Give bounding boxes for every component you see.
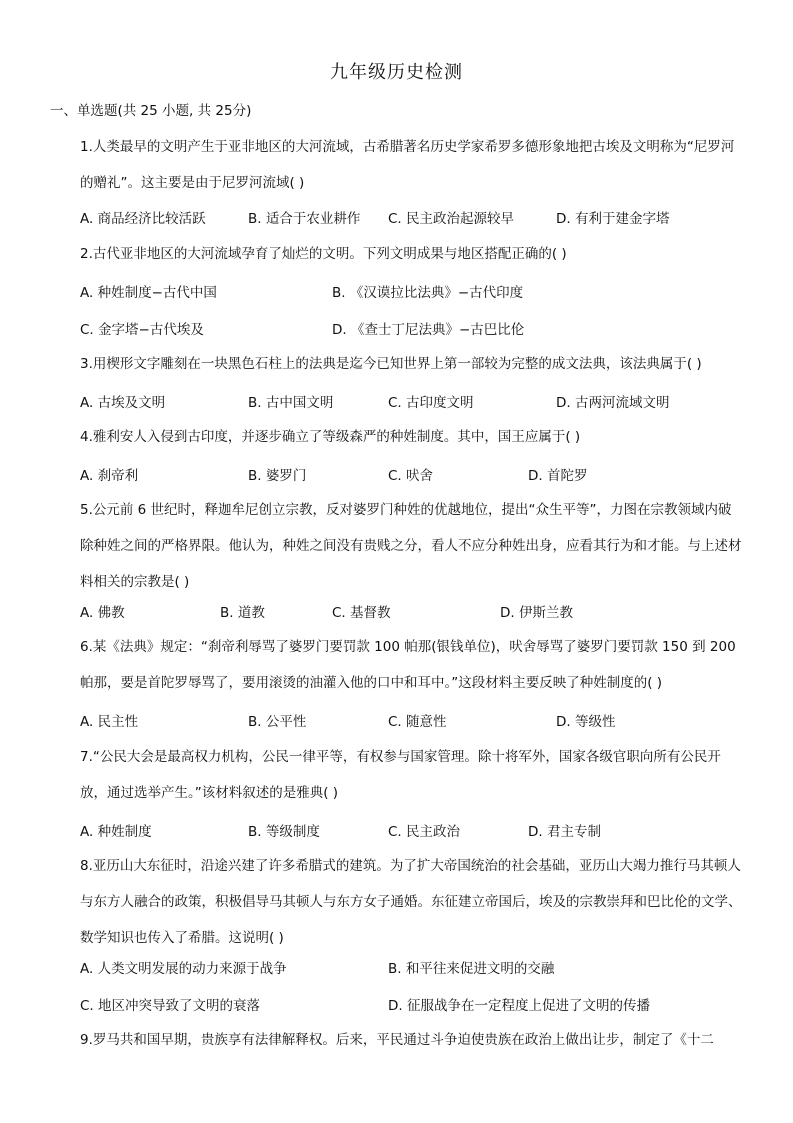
option-d[interactable]: D. 伊斯兰教 [500, 605, 573, 621]
question-4-options [80, 464, 742, 484]
option-d[interactable]: D. 君主专制 [528, 824, 601, 840]
option-a[interactable]: A. 佛教 [80, 605, 125, 621]
option-b[interactable]: B. 适合于农业耕作 [248, 211, 361, 227]
option-a[interactable]: A. 古埃及文明 [80, 395, 166, 411]
question-4-stem: 4.雅利安人入侵到古印度，并逐步确立了等级森严的种姓制度。其中，国王应属于( ) [80, 429, 581, 445]
option-c[interactable]: C. 基督教 [332, 605, 391, 621]
option-d[interactable]: D. 等级性 [556, 714, 616, 730]
option-c[interactable]: C. 随意性 [388, 714, 447, 730]
option-a[interactable]: A. 人类文明发展的动力来源于战争 [80, 961, 287, 977]
option-c[interactable]: C. 吠舍 [388, 468, 434, 484]
question-2-stem: 2.古代亚非地区的大河流域孕育了灿烂的文明。下列文明成果与地区搭配正确的( ) [80, 246, 567, 262]
question-6-options [80, 710, 742, 730]
option-b[interactable]: B. 婆罗门 [248, 468, 307, 484]
option-b[interactable]: B. 和平往来促进文明的交融 [388, 961, 555, 977]
option-d[interactable]: D. 征服战争在一定程度上促进了文明的传播 [388, 998, 650, 1014]
option-d[interactable]: D. 有利于建金字塔 [556, 211, 670, 227]
option-c[interactable]: C. 金字塔−古代埃及 [80, 322, 204, 338]
question-6-stem: 6.某《法典》规定：“刹帝利辱骂了婆罗门要罚款 100 帕那(银钱单位)，吠舍辱骂了婆罗门要罚款 150 到 200 帕那，要是首陀罗辱骂了，要用滚烫的油灌入他的口中和耳中。”这段材料主要反映了种姓制度的( ) [80, 639, 736, 691]
question-1-stem: 1.人类最早的文明产生于亚非地区的大河流域，古希腊著名历史学家希罗多德形象地把古埃及文明称为“尼罗河的赠礼”。这主要是由于尼罗河流域( ) [80, 139, 735, 191]
option-a[interactable]: A. 商品经济比较活跃 [80, 211, 206, 227]
option-a[interactable]: A. 民主性 [80, 714, 139, 730]
question-2-options-row1 [80, 281, 742, 301]
question-5-stem: 5.公元前 6 世纪时，释迦牟尼创立宗教，反对婆罗门种姓的优越地位，提出“众生平等”，力图在宗教领域内破除种姓之间的严格界限。他认为，种姓之间没有贵贱之分，看人不应分种姓出身，应看其行为和才能。与上述材料相关的宗教是( ) [80, 502, 742, 590]
option-b[interactable]: B. 等级制度 [248, 824, 320, 840]
question-8-options-row1 [80, 957, 742, 977]
option-b[interactable]: B. 道教 [220, 605, 265, 621]
question-3-options [80, 391, 742, 411]
question-7-options [80, 820, 742, 840]
question-2-options-row2 [80, 318, 742, 338]
option-b[interactable]: B. 古中国文明 [248, 395, 334, 411]
option-c[interactable]: C. 民主政治起源较早 [388, 211, 515, 227]
question-1-options [80, 207, 742, 227]
option-a[interactable]: A. 种姓制度−古代中国 [80, 285, 217, 301]
question-9-stem: 9.罗马共和国早期，贵族享有法律解释权。后来，平民通过斗争迫使贵族在政治上做出让步，制定了《十二 [80, 1032, 714, 1048]
option-a[interactable]: A. 种姓制度 [80, 824, 152, 840]
question-3-stem: 3.用楔形文字雕刻在一块黑色石柱上的法典是迄今已知世界上第一部较为完整的成文法典，该法典属于( ) [80, 356, 702, 372]
question-5-options [80, 601, 742, 621]
option-c[interactable]: C. 民主政治 [388, 824, 461, 840]
option-d[interactable]: D. 《查士丁尼法典》−古巴比伦 [332, 322, 525, 338]
option-a[interactable]: A. 刹帝利 [80, 468, 139, 484]
option-d[interactable]: D. 古两河流域文明 [556, 395, 670, 411]
page-title: 九年级历史检测 [330, 62, 463, 83]
question-7-stem: 7.“公民大会是最高权力机构，公民一律平等，有权参与国家管理。除十将军外，国家各级官职向所有公民开放，通过选举产生。”该材料叙述的是雅典( ) [80, 749, 721, 801]
option-b[interactable]: B. 《汉谟拉比法典》−古代印度 [332, 285, 524, 301]
question-8-stem: 8.亚历山大东征时，沿途兴建了许多希腊式的建筑。为了扩大帝国统治的社会基础，亚历山大竭力推行马其顿人与东方人融合的政策，积极倡导马其顿人与东方女子通婚。东征建立帝国后，埃及的宗教崇拜和巴比伦的文学、数学知识也传入了希腊。这说明( ) [80, 858, 742, 946]
option-d[interactable]: D. 首陀罗 [528, 468, 588, 484]
option-b[interactable]: B. 公平性 [248, 714, 307, 730]
question-8-options-row2 [80, 994, 742, 1014]
option-c[interactable]: C. 地区冲突导致了文明的衰落 [80, 998, 261, 1014]
section-heading: 一、单选题(共 25 小题, 共 25分) [50, 103, 252, 119]
option-c[interactable]: C. 古印度文明 [388, 395, 474, 411]
